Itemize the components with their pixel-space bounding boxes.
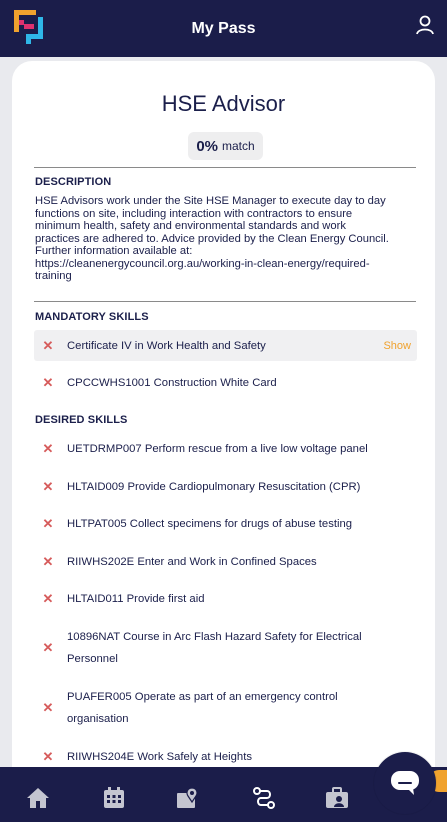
skill-name: UETDRMP007 Perform rescue from a live low voltage panel bbox=[67, 442, 368, 455]
page-title: My Pass bbox=[191, 19, 256, 37]
description-line: functions on site, including interaction with contractors to ensure bbox=[35, 207, 353, 220]
desired-skill-row bbox=[34, 471, 417, 502]
show-link[interactable]: Show bbox=[383, 339, 411, 352]
description-line: https://cleanenergycouncil.org.au/working-in-clean-energy/required- bbox=[35, 257, 370, 270]
chat-button[interactable] bbox=[374, 752, 436, 814]
description-line: minimum health, safety and environmental standards and work bbox=[35, 220, 346, 232]
skill-name: CPCCWHS1001 Construction White Card bbox=[67, 376, 277, 389]
desired-skill-row bbox=[34, 508, 417, 539]
x-icon: ✕ bbox=[42, 478, 54, 494]
desired-skill-row bbox=[34, 433, 417, 464]
desired-skill-row bbox=[34, 583, 417, 614]
skill-name: RIIWHS202E Enter and Work in Confined Spaces bbox=[67, 555, 317, 568]
skill-name-line: organisation bbox=[67, 713, 129, 725]
calendar-icon[interactable] bbox=[102, 787, 126, 809]
description-line: Further information available at: bbox=[35, 245, 193, 257]
top-bar bbox=[0, 0, 447, 57]
description-line: practices are adhered to. Advice provided by the Clean Energy Council. bbox=[35, 232, 389, 245]
x-icon: ✕ bbox=[42, 440, 54, 456]
mandatory-skills-heading: MANDATORY SKILLS bbox=[35, 311, 149, 323]
divider bbox=[34, 301, 416, 302]
home-icon[interactable] bbox=[26, 787, 50, 809]
description-line: HSE Advisors work under the Site HSE Manager to execute day to day bbox=[35, 195, 386, 207]
location-icon[interactable] bbox=[176, 787, 200, 809]
skill-name-line: PUAFER005 Operate as part of an emergency control bbox=[67, 691, 338, 703]
skill-name: RIIWHS204E Work Safely at Heights bbox=[67, 750, 253, 763]
description-text bbox=[35, 195, 420, 283]
description-line: training bbox=[35, 270, 72, 282]
pathway-icon[interactable] bbox=[252, 787, 276, 809]
desired-skill-row bbox=[34, 624, 417, 672]
desired-skill-row bbox=[34, 684, 417, 732]
match-label: match bbox=[222, 139, 255, 153]
description-heading: DESCRIPTION bbox=[35, 176, 112, 188]
skill-name: HLTAID009 Provide Cardiopulmonary Resuscitation (CPR) bbox=[67, 480, 361, 493]
desired-skills-heading: DESIRED SKILLS bbox=[35, 414, 128, 426]
skill-name: HLTAID011 Provide first aid bbox=[67, 592, 205, 605]
mandatory-skill-row bbox=[34, 367, 417, 398]
skill-name: Certificate IV in Work Health and Safety bbox=[67, 339, 266, 352]
x-icon: ✕ bbox=[42, 700, 54, 715]
skill-name-line: 10896NAT Course in Arc Flash Hazard Safety for Electrical bbox=[67, 631, 362, 643]
x-icon: ✕ bbox=[42, 590, 54, 606]
skill-name: HLTPAT005 Collect specimens for drugs of abuse testing bbox=[67, 517, 353, 530]
x-icon: ✕ bbox=[42, 515, 54, 531]
user-icon[interactable] bbox=[415, 15, 435, 35]
app-logo[interactable] bbox=[14, 10, 48, 44]
x-icon: ✕ bbox=[42, 640, 54, 655]
job-detail-card bbox=[12, 61, 435, 821]
skill-name-line: Personnel bbox=[67, 653, 118, 665]
mandatory-skill-row[interactable] bbox=[34, 330, 417, 361]
briefcase-icon[interactable] bbox=[325, 787, 349, 809]
x-icon: ✕ bbox=[42, 553, 54, 569]
desired-skill-row bbox=[34, 546, 417, 577]
job-title: HSE Advisor bbox=[161, 91, 286, 116]
x-icon: ✕ bbox=[42, 337, 54, 353]
chat-icon bbox=[390, 770, 420, 796]
skill-name bbox=[62, 686, 417, 730]
divider bbox=[34, 167, 416, 168]
match-percentage: 0% bbox=[196, 137, 218, 155]
x-icon: ✕ bbox=[42, 748, 54, 764]
x-icon: ✕ bbox=[42, 374, 54, 390]
skill-name bbox=[62, 626, 417, 670]
match-badge bbox=[188, 132, 263, 160]
